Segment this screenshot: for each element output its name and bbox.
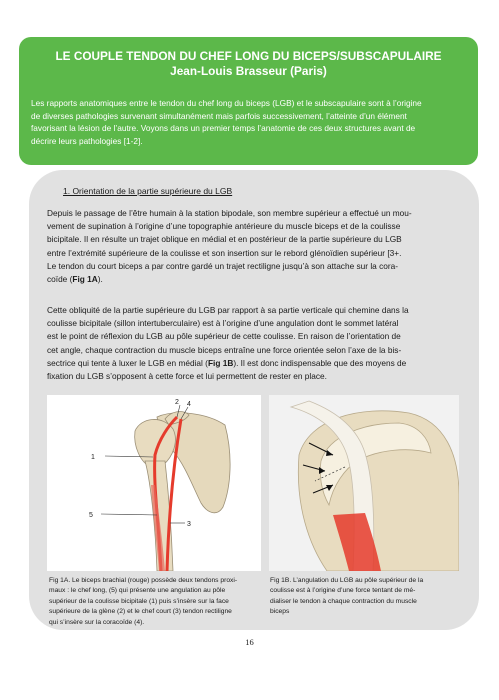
figure-reference: Fig 1B: [207, 357, 234, 368]
text-run: ).: [97, 274, 103, 285]
header-box: [19, 37, 478, 165]
paragraph-line: cet angle, chaque contraction du muscle biceps entraîne une force orientée selon l’axe de la bis-: [47, 344, 402, 355]
figure-reference: Fig 1A: [72, 274, 98, 285]
label-4: 4: [187, 401, 191, 408]
article-abstract: [31, 97, 466, 147]
article-author: Jean-Louis Brasseur (Paris): [170, 64, 327, 78]
abstract-line: de diverses pathologies survenant simultanément mais parfois successivement, l’atteinte d’un élément: [31, 110, 407, 121]
paragraph-1: [47, 207, 459, 286]
paragraph-2: [47, 304, 459, 383]
text-run: coïde (: [47, 274, 73, 285]
paragraph-line: [47, 357, 459, 370]
caption-line: Fig 1B. L’angulation du LGB au pôle supérieur de la: [270, 577, 424, 584]
label-2: 2: [175, 399, 179, 406]
humerus-illustration: [47, 395, 261, 571]
label-1: 1: [91, 454, 95, 461]
figure-1b: [269, 395, 459, 571]
figure-1b-caption: [270, 576, 423, 618]
caption-line: dialiser le tendon à chaque contraction du muscle: [270, 597, 417, 605]
caption-line: supérieure de la glène (2) et le chef court (3) tendon rectiligne: [49, 608, 232, 616]
paragraph-line: fixation du LGB s’opposent à cette force et lui permettent de rester en place.: [47, 371, 327, 382]
paragraph-line: vement de supination à l’origine d’une topographie antérieure du muscle biceps et de la coulisse: [47, 221, 401, 232]
shoulder-closeup-illustration: [269, 395, 459, 571]
text-run: ). Il est donc indispensable que des moyens de: [233, 357, 407, 368]
abstract-line: favorisant la lésion de l’autre. Voyons dans un premier temps l’anatomie de ces deux structures avant de: [31, 123, 416, 134]
abstract-line: décrire leurs pathologies [1-2].: [31, 135, 143, 146]
caption-line: coulisse est à l’origine d’une force tentant de mé-: [270, 587, 416, 595]
figure-1a: [47, 395, 261, 571]
caption-line: qui s’insère sur la coracoïde (4).: [49, 618, 145, 626]
paragraph-line: Cette obliquité de la partie supérieure du LGB par rapport à sa partie verticale qui chemine dans la: [47, 305, 409, 315]
label-3: 3: [187, 521, 191, 528]
caption-line: maux : le chef long, (5) qui présente une angulation au pôle: [49, 587, 226, 595]
label-5: 5: [89, 512, 93, 519]
abstract-line: Les rapports anatomiques entre le tendon du chef long du biceps (LGB) et le subscapulaire sont à l’origine: [31, 98, 422, 108]
paragraph-line: entre l’extrémité supérieure de la coulisse et son insertion sur le rebord glénoïdien supérieur [3+.: [47, 247, 402, 258]
figure-1a-caption: [49, 576, 237, 628]
paragraph-line: Depuis le passage de l’être humain à la station bipodale, son membre supérieur a effectué un mou-: [47, 208, 412, 218]
paragraph-line: bicipitale. Il en résulte un trajet oblique en médial et en postérieur de la partie supérieure du LGB: [47, 234, 402, 245]
caption-line: supérieur de la coulisse bicipitale (1) puis s’insère sur la face: [49, 597, 229, 605]
paragraph-line: [47, 273, 459, 286]
paragraph-line: Le tendon du court biceps a par contre gardé un trajet rectiligne jusqu’à son attache sur la cora-: [47, 260, 398, 271]
article-title: LE COUPLE TENDON DU CHEF LONG DU BICEPS/SUBSCAPULAIRE: [55, 49, 442, 63]
caption-line: biceps: [270, 608, 290, 616]
page-number: 16: [245, 637, 254, 647]
paragraph-line: coulisse bicipitale (sillon intertuberculaire) est à l’origine d’une angulation dont le sommet latéral: [47, 318, 399, 329]
section-title: 1. Orientation de la partie supérieure du LGB: [63, 186, 233, 196]
text-run: sectrice qui tente à luxer le LGB en médial (: [47, 357, 208, 368]
caption-line: Fig 1A. Le biceps brachial (rouge) possède deux tendons proxi-: [49, 577, 238, 584]
paragraph-line: est le point de réflexion du LGB au pôle supérieur de cette coulisse. En raison de l’orientation de: [47, 331, 401, 342]
